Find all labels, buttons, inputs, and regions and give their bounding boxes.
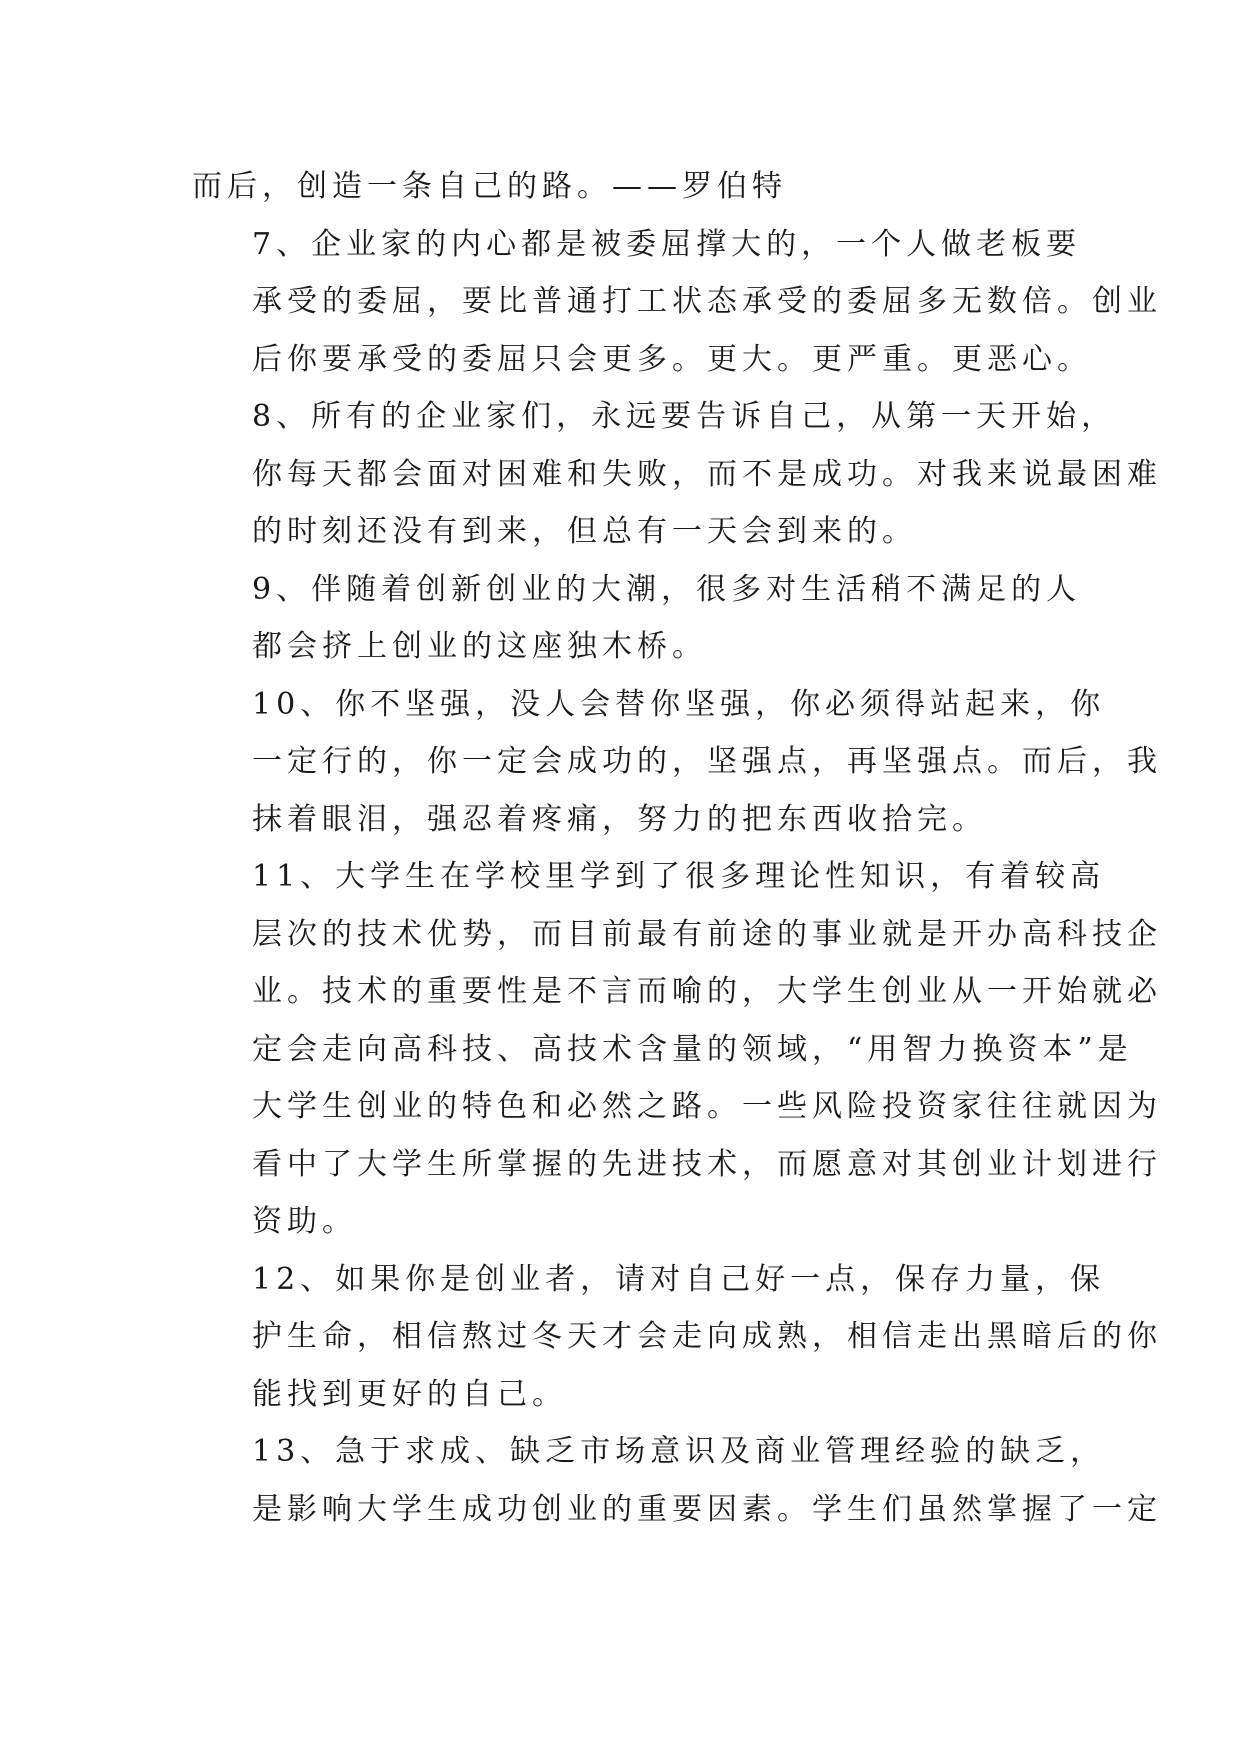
text-line: 后你要承受的委屈只会更多。更大。更严重。更恶心。 [252, 341, 1092, 377]
paragraph-p10 [192, 676, 1162, 849]
paragraph-p13 [192, 1423, 1162, 1538]
text-line: 都会挤上创业的这座独木桥。 [252, 629, 707, 664]
text-line: 抹着眼泪，强忍着疼痛，努力的把东西收拾完。 [252, 801, 987, 837]
text-line: 10、你不坚强，没人会替你坚强，你必须得站起来，你 [252, 686, 1106, 722]
document-body [192, 158, 1162, 1538]
text-line: 9、伴随着创新创业的大潮，很多对生活稍不满足的人 [252, 571, 1082, 607]
text-line: 7、企业家的内心都是被委屈撑大的，一个人做老板要 [252, 226, 1082, 262]
paragraph-p8 [192, 388, 1162, 561]
paragraph-p9 [192, 561, 1082, 676]
text-line: 能找到更好的自己。 [252, 1376, 567, 1412]
text-line: 你每天都会面对困难和失败，而不是成功。对我来说最困难 [252, 456, 1162, 492]
text-line: 护生命，相信熬过冬天才会走向成熟，相信走出黑暗后的你 [252, 1319, 1162, 1354]
text-line: 一定行的，你一定会成功的，坚强点，再坚强点。而后，我 [252, 744, 1162, 779]
text-line: 层次的技术优势，而目前最有前途的事业就是开办高科技企 [252, 916, 1162, 952]
paragraph-p11 [192, 848, 1162, 1251]
text-line: 大学生创业的特色和必然之路。一些风险投资家往往就因为 [252, 1089, 1162, 1124]
text-line: 11、大学生在学校里学到了很多理论性知识，有着较高 [252, 859, 1106, 894]
text-line: 定会走向高科技、高技术含量的领域，“用智力换资本”是 [252, 1031, 1133, 1067]
text-line: 资助。 [252, 1204, 357, 1239]
text-line: 8、所有的企业家们，永远要告诉自己，从第一天开始， [252, 399, 1117, 434]
text-line: 是影响大学生成功创业的重要因素。学生们虽然掌握了一定 [252, 1491, 1162, 1527]
text-line: 13、急于求成、缺乏市场意识及商业管理经验的缺乏， [252, 1434, 1106, 1469]
text-line: 看中了大学生所掌握的先进技术，而愿意对其创业计划进行 [252, 1146, 1162, 1182]
paragraph-p-continuation [192, 158, 1064, 216]
text-line: 而后，创造一条自己的路。——罗伯特 [192, 169, 787, 204]
paragraph-p7 [192, 216, 1162, 389]
paragraph-p12 [192, 1251, 1162, 1424]
text-line: 的时刻还没有到来，但总有一天会到来的。 [252, 514, 917, 549]
text-line: 承受的委屈，要比普通打工状态承受的委屈多无数倍。创业 [252, 284, 1162, 319]
text-line: 12、如果你是创业者，请对自己好一点，保存力量，保 [252, 1261, 1106, 1297]
text-line: 业。技术的重要性是不言而喻的，大学生创业从一开始就必 [252, 974, 1162, 1009]
